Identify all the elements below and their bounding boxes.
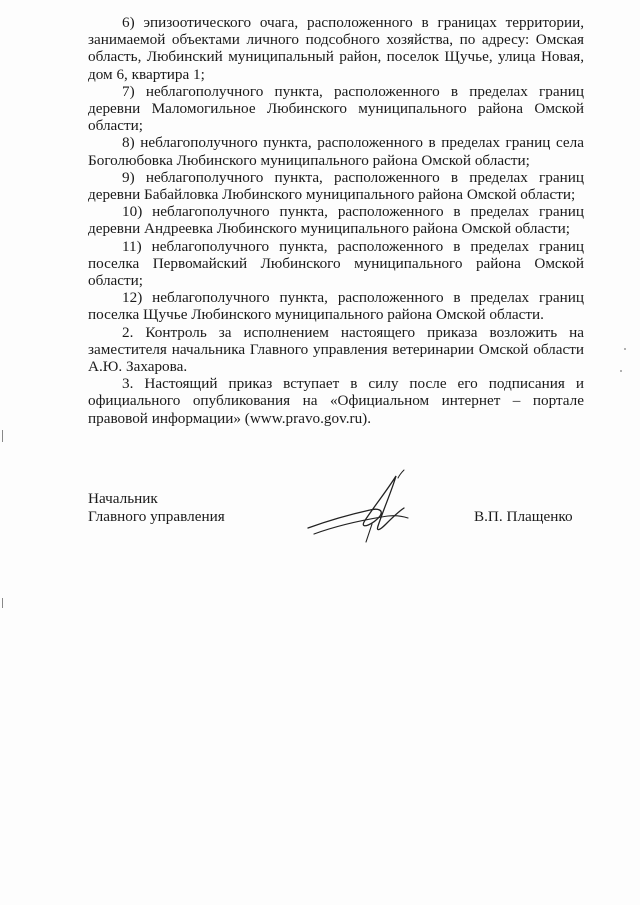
paragraph-item-10: 10) неблагополучного пункта, расположенного в пределах границ деревни Андреевка Любинского муниципального района Омской области; xyxy=(88,203,584,238)
paragraph-item-12: 12) неблагополучного пункта, расположенного в пределах границ поселка Щучье Любинского муниципального района Омской области. xyxy=(88,289,584,324)
signatory-title-line2: Главного управления xyxy=(88,508,225,525)
paragraph-effective: 3. Настоящий приказ вступает в силу после его подписания и официального опубликования на «Официальном интернет – портале правовой информации» (www.pravo.gov.ru). xyxy=(88,375,584,427)
document-body xyxy=(88,14,584,427)
scan-artifact-left-1 xyxy=(2,430,3,442)
paragraph-item-11: 11) неблагополучного пункта, расположенного в пределах границ поселка Первомайский Любинского муниципального района Омской области; xyxy=(88,237,584,290)
scan-artifact-left-2 xyxy=(2,598,3,608)
paragraph-item-8: 8) неблагополучного пункта, расположенного в пределах границ села Боголюбовка Любинского муниципального района Омской области; xyxy=(88,134,584,169)
signatory-title xyxy=(88,490,225,526)
signatory-name: В.П. Плащенко xyxy=(474,508,573,525)
scan-artifact-right-2 xyxy=(620,370,622,372)
scan-artifact-right xyxy=(624,348,626,350)
paragraph-item-6: 6) эпизоотического очага, расположенного в границах территории, занимаемой объектами личного подсобного хозяйства, по адресу: Омская область, Любинский муниципальный район, поселок Щучье, улица Новая, дом 6, квартира 1; xyxy=(88,14,584,83)
signatory-title-line1: Начальник xyxy=(88,490,158,507)
paragraph-item-9: 9) неблагополучного пункта, расположенного в пределах границ деревни Бабайловка Любинского муниципального района Омской области; xyxy=(88,168,584,204)
handwritten-signature xyxy=(300,468,420,548)
paragraph-control: 2. Контроль за исполнением настоящего приказа возложить на заместителя начальника Главного управления ветеринарии Омской области А.Ю. Захарова. xyxy=(88,323,584,376)
paragraph-item-7: 7) неблагополучного пункта, расположенного в пределах границ деревни Маломогильное Любинского муниципального района Омской области; xyxy=(88,82,584,135)
